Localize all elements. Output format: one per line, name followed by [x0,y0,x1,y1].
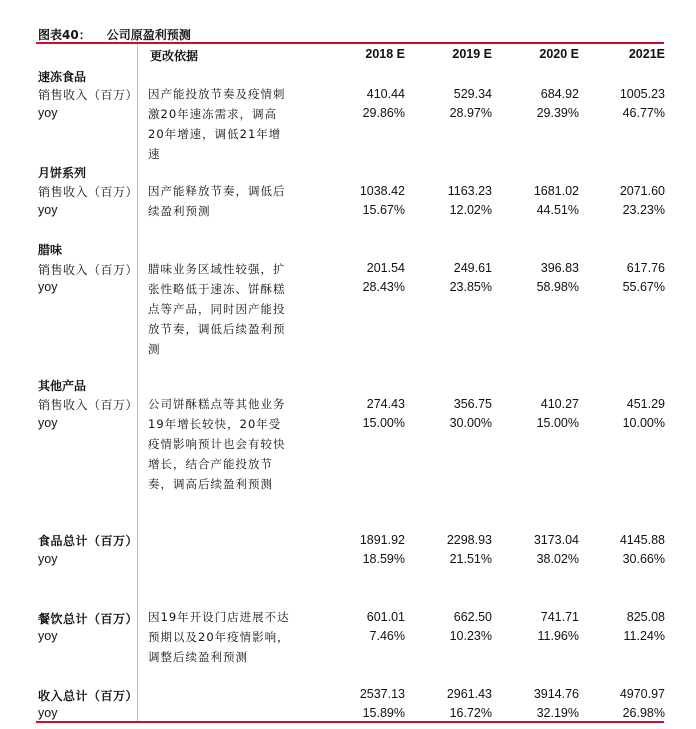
row-label: 销售收入（百万） [38,185,139,199]
yoy-value: 55.67% [622,280,665,294]
header-year-2018: 2018 E [365,47,405,61]
revenue-value: 529.34 [453,87,492,101]
yoy-value: 10.00% [622,416,665,430]
revenue-value: 410.27 [540,397,579,411]
yoy-label: yoy [38,106,58,120]
yoy-label: yoy [38,706,58,720]
yoy-value: 7.46% [369,629,405,643]
revenue-value: 2298.93 [446,533,492,547]
yoy-label: yoy [38,203,58,217]
revenue-value: 4145.88 [619,533,665,547]
revenue-value: 1891.92 [359,533,405,547]
revenue-value: 1038.42 [359,184,405,198]
change-note: 因19年开设门店进展不达预期以及20年疫情影响，调整后续盈利预测 [148,610,290,664]
yoy-value: 15.67% [362,203,405,217]
section-title: 月饼系列 [38,166,87,180]
revenue-value: 249.61 [453,261,492,275]
yoy-label: yoy [38,280,58,294]
yoy-value: 21.51% [449,552,492,566]
figure-caption: 公司原盈利预测 [106,28,191,42]
top-rule [36,42,664,44]
header-basis: 更改依据 [150,49,199,63]
yoy-value: 11.96% [537,629,579,643]
yoy-value: 15.00% [536,416,579,430]
row-label: 销售收入（百万） [38,88,139,102]
yoy-value: 18.59% [362,552,405,566]
change-note: 因产能投放节奏及疫情刺激20年速冻需求，调高20年增速，调低21年增速 [148,87,286,161]
section-title: 腊味 [38,243,63,257]
yoy-value: 29.39% [536,106,579,120]
header-year-2020: 2020 E [539,47,579,61]
revenue-value: 2071.60 [619,184,665,198]
yoy-label: yoy [38,552,58,566]
yoy-value: 23.85% [449,280,492,294]
yoy-value: 38.02% [536,552,579,566]
change-note: 因产能释放节奏，调低后续盈利预测 [148,184,286,218]
revenue-value: 825.08 [626,610,665,624]
revenue-value: 4970.97 [619,687,665,701]
header-year-2021: 2021E [628,47,665,61]
section-title: 速冻食品 [38,70,87,84]
total-label: 收入总计（百万） [38,689,139,703]
revenue-value: 601.01 [366,610,405,624]
yoy-value: 58.98% [536,280,579,294]
bottom-rule [36,721,664,723]
yoy-value: 23.23% [622,203,665,217]
yoy-value: 32.19% [536,706,579,720]
yoy-value: 28.97% [449,106,492,120]
header-year-2019: 2019 E [452,47,492,61]
revenue-value: 1005.23 [619,87,665,101]
figure-number: 图表40： [38,28,91,42]
yoy-value: 15.00% [362,416,405,430]
yoy-value: 44.51% [536,203,579,217]
yoy-value: 15.89% [362,706,405,720]
yoy-value: 12.02% [449,203,492,217]
yoy-value: 26.98% [622,706,665,720]
revenue-value: 1681.02 [533,184,579,198]
revenue-value: 662.50 [453,610,492,624]
revenue-value: 451.29 [626,397,665,411]
yoy-value: 11.24% [623,629,665,643]
yoy-label: yoy [38,629,58,643]
revenue-value: 410.44 [366,87,405,101]
yoy-value: 46.77% [622,106,665,120]
yoy-value: 30.00% [449,416,492,430]
revenue-value: 396.83 [540,261,579,275]
yoy-value: 30.66% [622,552,665,566]
row-label: 销售收入（百万） [38,398,139,412]
yoy-value: 16.72% [449,706,492,720]
yoy-label: yoy [38,416,58,430]
change-note: 公司饼酥糕点等其他业务19年增长较快，20年受疫情影响预计也会有较快增长，结合产能投放节奏，调高后续盈利预测 [148,397,286,491]
yoy-value: 28.43% [362,280,405,294]
total-label: 食品总计（百万） [38,534,139,548]
revenue-value: 2961.43 [446,687,492,701]
revenue-value: 3173.04 [533,533,579,547]
table-title [38,26,191,43]
revenue-value: 1163.23 [447,184,492,198]
total-label: 餐饮总计（百万） [38,612,139,626]
change-note: 腊味业务区域性较强，扩张性略低于速冻、饼酥糕点等产品，同时因产能投放节奏，调低后续盈利预测 [148,262,286,356]
revenue-value: 201.54 [366,261,405,275]
revenue-value: 684.92 [540,87,579,101]
revenue-value: 741.71 [540,610,579,624]
yoy-value: 29.86% [362,106,405,120]
revenue-value: 356.75 [453,397,492,411]
revenue-value: 617.76 [626,261,665,275]
section-title: 其他产品 [38,379,87,393]
yoy-value: 10.23% [449,629,492,643]
revenue-value: 2537.13 [359,687,405,701]
revenue-value: 3914.76 [533,687,579,701]
row-label: 销售收入（百万） [38,263,139,277]
revenue-value: 274.43 [366,397,405,411]
